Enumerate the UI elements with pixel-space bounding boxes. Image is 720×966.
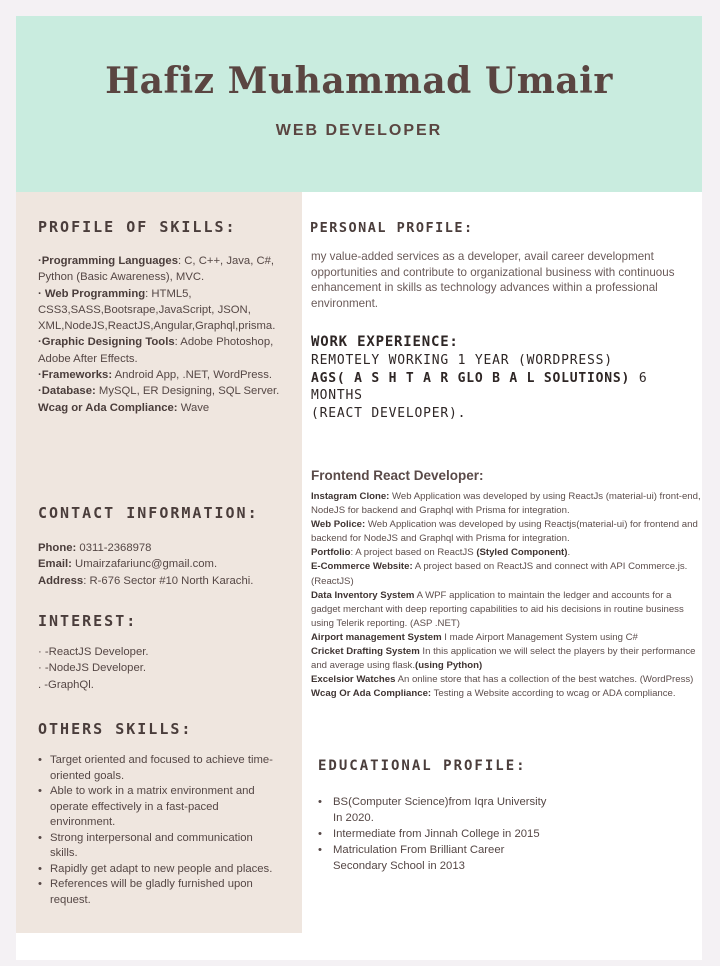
list-item: • Rapidly get adapt to new people and places.: [38, 862, 278, 878]
resume-page: [16, 16, 702, 960]
candidate-role: WEB DEVELOPER: [275, 122, 443, 139]
skills-list: [38, 253, 288, 416]
list-item: • Intermediate from Jinnah College in 2015: [318, 826, 548, 842]
personal-text: my value-added services as a developer, avail career development opportunities and contribute to organizational business with continuous enhancement in skills as technology advances within a professional environment.: [311, 250, 675, 311]
list-item: • Target oriented and focused to achieve time-oriented goals.: [38, 753, 278, 784]
others-list: [38, 753, 278, 908]
project-item: Airport management System I made Airport Management System using C#: [311, 631, 638, 643]
list-item: • References will be gladly furnished upon request.: [38, 877, 278, 908]
list-item: • Matriculation From Brilliant Career Secondary School in 2013: [318, 842, 548, 874]
project-item: Wcag Or Ada Compliance: Testing a Website according to wcag or ADA compliance.: [311, 688, 676, 700]
interest-heading: INTEREST:: [38, 612, 138, 630]
interest-item: · -ReactJS Developer.: [38, 646, 149, 658]
skill-database: ·Database: MySQL, ER Designing, SQL Server.: [38, 385, 280, 398]
education-heading: EDUCATIONAL PROFILE:: [318, 758, 527, 774]
skill-frameworks: ·Frameworks: Android App, .NET, WordPress.: [38, 369, 272, 382]
contact-address: Address: R-676 Sector #10 North Karachi.: [38, 574, 254, 587]
work-heading: WORK EXPERIENCE:: [311, 334, 459, 350]
project-item: Portfolio: A project based on ReactJS (Styled Component).: [311, 547, 571, 559]
work-experience: [311, 334, 701, 423]
interest-item: . -GraphQl.: [38, 678, 94, 691]
project-item: Data Inventory System A WPF application to maintain the ledger and accounts for a gadget merchant with deep reporting capabilities to aid his decisions in routine business using Telerik reporting. (ASP .NET): [311, 589, 684, 629]
list-item: • BS(Computer Science)from Iqra University In 2020.: [318, 794, 548, 826]
project-item: Instagram Clone: Web Application was developed by using ReactJs (material-ui) front-end, NodeJS for backend and Graphql with Prisma for integration.: [311, 491, 701, 517]
work-line-3: (REACT DEVELOPER).: [311, 406, 467, 422]
contact-email: Email: Umairzafariunc@gmail.com.: [38, 558, 218, 571]
contact-block: [38, 540, 288, 589]
contact-phone: Phone: 0311-2368978: [38, 542, 152, 554]
skill-wcag: Wcag or Ada Compliance: Wave: [38, 401, 210, 414]
resume-header: [16, 16, 702, 192]
project-item: Cricket Drafting System In this application we will select the players by their performance and average using flask.(using Python): [311, 646, 696, 672]
work-line-1: REMOTELY WORKING 1 YEAR (WORDPRESS): [311, 352, 613, 368]
skill-graphic: ·Graphic Designing Tools: Adobe Photoshop, Adobe After Effects.: [38, 336, 274, 365]
project-item: E-Commerce Website: A project based on ReactJS and connect with API Commerce.js.(ReactJS): [311, 561, 688, 587]
projects-list: [311, 490, 702, 701]
project-item: Excelsior Watches An online store that has a collection of the best watches. (WordPress): [311, 674, 694, 686]
education-list: [318, 794, 548, 874]
interest-item: · -NodeJS Developer.: [38, 662, 146, 675]
list-item: • Strong interpersonal and communication skills.: [38, 831, 278, 862]
candidate-name: Hafiz Muhammad Umair: [105, 60, 613, 102]
skill-programming: ·Programming Languages: C, C++, Java, C#, Python (Basic Awareness), MVC.: [38, 255, 275, 284]
skill-web: · Web Programming: HTML5, CSS3,SASS,Bootsrape,JavaScript, JSON, XML,NodeJS,ReactJS,Angular,Graphql,prisma.: [38, 287, 276, 333]
project-item: Web Police: Web Application was developed by using Reactjs(material-ui) for frontend and backend for NodeJS and Graphql with Prisma for integration.: [311, 519, 698, 545]
interest-list: [38, 644, 288, 693]
work-line-2: AGS( A S H T A R GLO B A L SOLUTIONS) 6 MONTHS: [311, 370, 648, 404]
contact-heading: CONTACT INFORMATION:: [38, 504, 259, 522]
frontend-heading: Frontend React Developer:: [311, 468, 484, 483]
skills-heading: PROFILE OF SKILLS:: [38, 218, 237, 236]
others-heading: OTHERS SKILLS:: [38, 720, 193, 738]
personal-heading: PERSONAL PROFILE:: [310, 220, 474, 236]
list-item: • Able to work in a matrix environment and operate effectively in a fast-paced environment.: [38, 784, 278, 831]
left-column: [16, 192, 302, 933]
